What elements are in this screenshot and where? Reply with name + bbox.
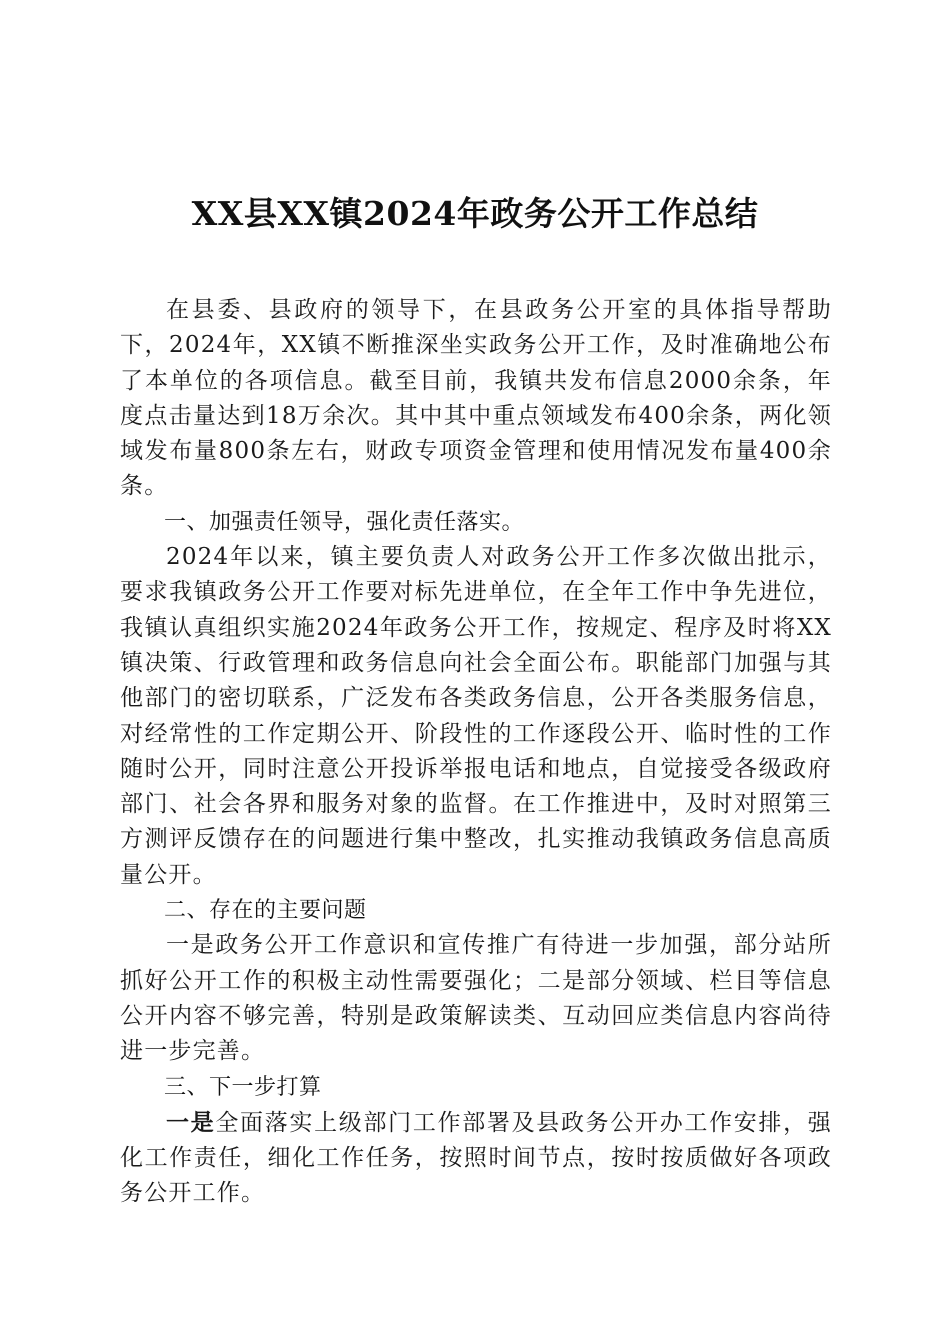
section-3-heading: 三、下一步打算	[164, 1074, 322, 1100]
section-1-heading: 一、加强责任领导，强化责任落实。	[164, 509, 525, 535]
section-1-paragraph: 2024年以来，镇主要负责人对政务公开工作多次做出批示，要求我镇政务公开工作要对标先进单位，在全年工作中争先进位，我镇认真组织实施2024年政务公开工作，按规定、程序及时将XX镇决策、行政管理和政务信息向社会全面公布。职能部门加强与其他部门的密切联系，广泛发布各类政务信息，公开各类服务信息，对经常性的工作定期公开、阶段性的工作逐段公开、临时性的工作随时公开，同时注意公开投诉举报电话和地点，自觉接受各级政府部门、社会各界和服务对象的监督。在工作推进中，及时对照第三方测评反馈存在的问题进行集中整改，扎实推动我镇政务信息高质量公开。	[120, 544, 832, 888]
section-3-paragraph	[120, 1105, 832, 1212]
section-3-text: 全面落实上级部门工作部署及县政务公开办工作安排，强化工作责任，细化工作任务，按照时间节点，按时按质做好各项政务公开工作。	[120, 1109, 832, 1207]
section-2-heading: 二、存在的主要问题	[164, 898, 367, 924]
section-3-lead: 一是	[166, 1108, 216, 1136]
document-body	[120, 293, 832, 1212]
section-2-paragraph: 一是政务公开工作意识和宣传推广有待进一步加强，部分站所抓好公开工作的积极主动性需要强化；二是部分领域、栏目等信息公开内容不够完善，特别是政策解读类、互动回应类信息内容尚待进一步完善。	[120, 932, 832, 1065]
intro-paragraph: 在县委、县政府的领导下，在县政务公开室的具体指导帮助下，2024年，XX镇不断推深坐实政务公开工作，及时准确地公布了本单位的各项信息。截至目前，我镇共发布信息2000余条，年度点击量达到18万余次。其中其中重点领域发布400余条，两化领域发布量800条左右，财政专项资金管理和使用情况发布量400余条。	[120, 297, 832, 500]
document-title: XX县XX镇2024年政务公开工作总结	[191, 194, 759, 233]
